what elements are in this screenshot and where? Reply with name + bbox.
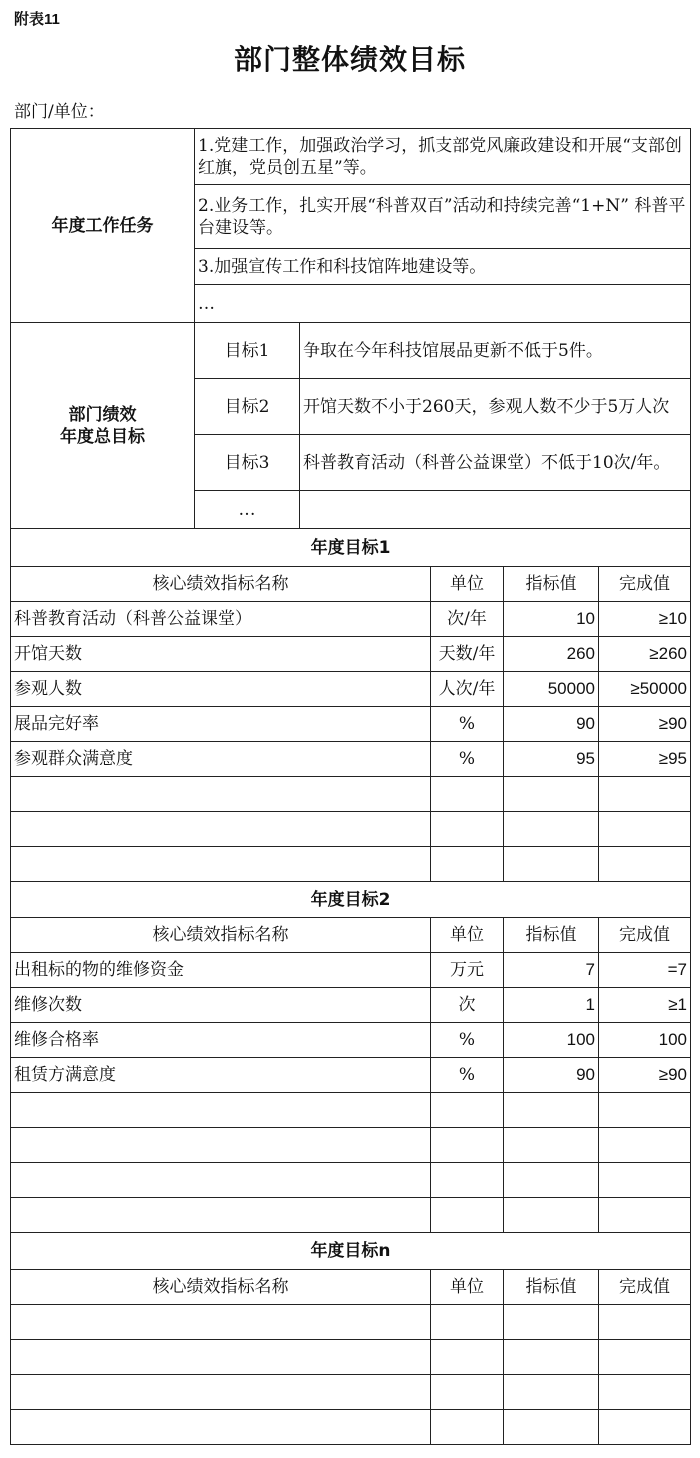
indicator-target: 260 <box>504 637 599 672</box>
empty-row <box>11 1410 691 1445</box>
table-row <box>11 1058 691 1093</box>
appendix-label: 附表11 <box>14 11 60 28</box>
goal1-title-row <box>11 529 691 567</box>
indicator-name: 展品完好率 <box>11 707 431 742</box>
goal-name: 目标2 <box>195 379 300 435</box>
indicator-target: 90 <box>504 1058 599 1093</box>
empty-row <box>11 1305 691 1340</box>
overall-goals-label-line2: 年度总目标 <box>60 426 145 447</box>
table-row <box>11 988 691 1023</box>
indicator-unit: % <box>431 742 504 777</box>
header-actual: 完成值 <box>599 918 691 953</box>
empty-row <box>11 1163 691 1198</box>
goal1-title: 年度目标1 <box>11 529 691 567</box>
empty-row <box>11 1375 691 1410</box>
header-unit: 单位 <box>431 567 504 602</box>
indicator-actual: ≥260 <box>599 637 691 672</box>
header-target: 指标值 <box>504 1270 599 1305</box>
indicator-name: 开馆天数 <box>11 637 431 672</box>
indicator-unit: % <box>431 1058 504 1093</box>
indicator-name: 参观人数 <box>11 672 431 707</box>
goaln-title: 年度目标n <box>11 1233 691 1270</box>
annual-tasks-label: 年度工作任务 <box>11 129 195 323</box>
goal2-title: 年度目标2 <box>11 882 691 918</box>
indicator-unit: 万元 <box>431 953 504 988</box>
indicator-actual: ≥10 <box>599 602 691 637</box>
goal-text <box>300 491 691 529</box>
indicator-actual: ≥50000 <box>599 672 691 707</box>
empty-row <box>11 1093 691 1128</box>
header-actual: 完成值 <box>599 1270 691 1305</box>
indicator-unit: 天数/年 <box>431 637 504 672</box>
goal-row <box>11 323 691 379</box>
task-row <box>11 129 691 185</box>
indicator-target: 7 <box>504 953 599 988</box>
table-row <box>11 1023 691 1058</box>
department-label: 部门/单位： <box>14 102 105 122</box>
indicator-target: 50000 <box>504 672 599 707</box>
indicator-name: 科普教育活动（科普公益课堂） <box>11 602 431 637</box>
empty-row <box>11 847 691 882</box>
indicator-name: 参观群众满意度 <box>11 742 431 777</box>
goal-name: 目标1 <box>195 323 300 379</box>
indicator-actual: ≥95 <box>599 742 691 777</box>
indicator-unit: 次/年 <box>431 602 504 637</box>
indicator-target: 95 <box>504 742 599 777</box>
task-item: 3.加强宣传工作和科技馆阵地建设等。 <box>195 249 691 285</box>
header-actual: 完成值 <box>599 567 691 602</box>
table-row <box>11 672 691 707</box>
indicator-target: 1 <box>504 988 599 1023</box>
header-indicator: 核心绩效指标名称 <box>11 1270 431 1305</box>
indicator-actual: 100 <box>599 1023 691 1058</box>
goaln-header-row <box>11 1270 691 1305</box>
goal-name: 目标3 <box>195 435 300 491</box>
table-row <box>11 953 691 988</box>
header-unit: 单位 <box>431 1270 504 1305</box>
goal-text: 开馆天数不小于260天，参观人数不少于5万人次 <box>300 379 691 435</box>
indicator-target: 10 <box>504 602 599 637</box>
indicator-actual: =7 <box>599 953 691 988</box>
empty-row <box>11 777 691 812</box>
header-unit: 单位 <box>431 918 504 953</box>
empty-row <box>11 1128 691 1163</box>
indicator-actual: ≥1 <box>599 988 691 1023</box>
goal2-title-row <box>11 882 691 918</box>
empty-row <box>11 1340 691 1375</box>
indicator-unit: % <box>431 1023 504 1058</box>
header-indicator: 核心绩效指标名称 <box>11 918 431 953</box>
goal1-header-row <box>11 567 691 602</box>
page-title: 部门整体绩效目标 <box>233 43 466 76</box>
indicator-name: 维修合格率 <box>11 1023 431 1058</box>
header-target: 指标值 <box>504 918 599 953</box>
indicator-actual: ≥90 <box>599 707 691 742</box>
goal-name: … <box>195 491 300 529</box>
task-item: 1.党建工作，加强政治学习，抓支部党风廉政建设和开展“支部创红旗，党员创五星”等。 <box>195 129 691 185</box>
table-row <box>11 637 691 672</box>
task-item: 2.业务工作，扎实开展“科普双百”活动和持续完善“1+N” 科普平台建设等。 <box>195 185 691 249</box>
table-row <box>11 602 691 637</box>
empty-row <box>11 1198 691 1233</box>
indicator-unit: 次 <box>431 988 504 1023</box>
goal-text: 争取在今年科技馆展品更新不低于5件。 <box>300 323 691 379</box>
table-row <box>11 742 691 777</box>
empty-row <box>11 812 691 847</box>
header-target: 指标值 <box>504 567 599 602</box>
indicator-name: 租赁方满意度 <box>11 1058 431 1093</box>
performance-table <box>10 128 691 1445</box>
overall-goals-label-line1: 部门绩效 <box>68 404 137 425</box>
indicator-name: 维修次数 <box>11 988 431 1023</box>
indicator-actual: ≥90 <box>599 1058 691 1093</box>
goal-text: 科普教育活动（科普公益课堂）不低于10次/年。 <box>300 435 691 491</box>
indicator-target: 90 <box>504 707 599 742</box>
indicator-unit: % <box>431 707 504 742</box>
goaln-title-row <box>11 1233 691 1270</box>
header-indicator: 核心绩效指标名称 <box>11 567 431 602</box>
goal2-header-row <box>11 918 691 953</box>
indicator-unit: 人次/年 <box>431 672 504 707</box>
overall-goals-label <box>11 323 195 529</box>
table-row <box>11 707 691 742</box>
task-item: … <box>195 285 691 323</box>
indicator-name: 出租标的物的维修资金 <box>11 953 431 988</box>
indicator-target: 100 <box>504 1023 599 1058</box>
